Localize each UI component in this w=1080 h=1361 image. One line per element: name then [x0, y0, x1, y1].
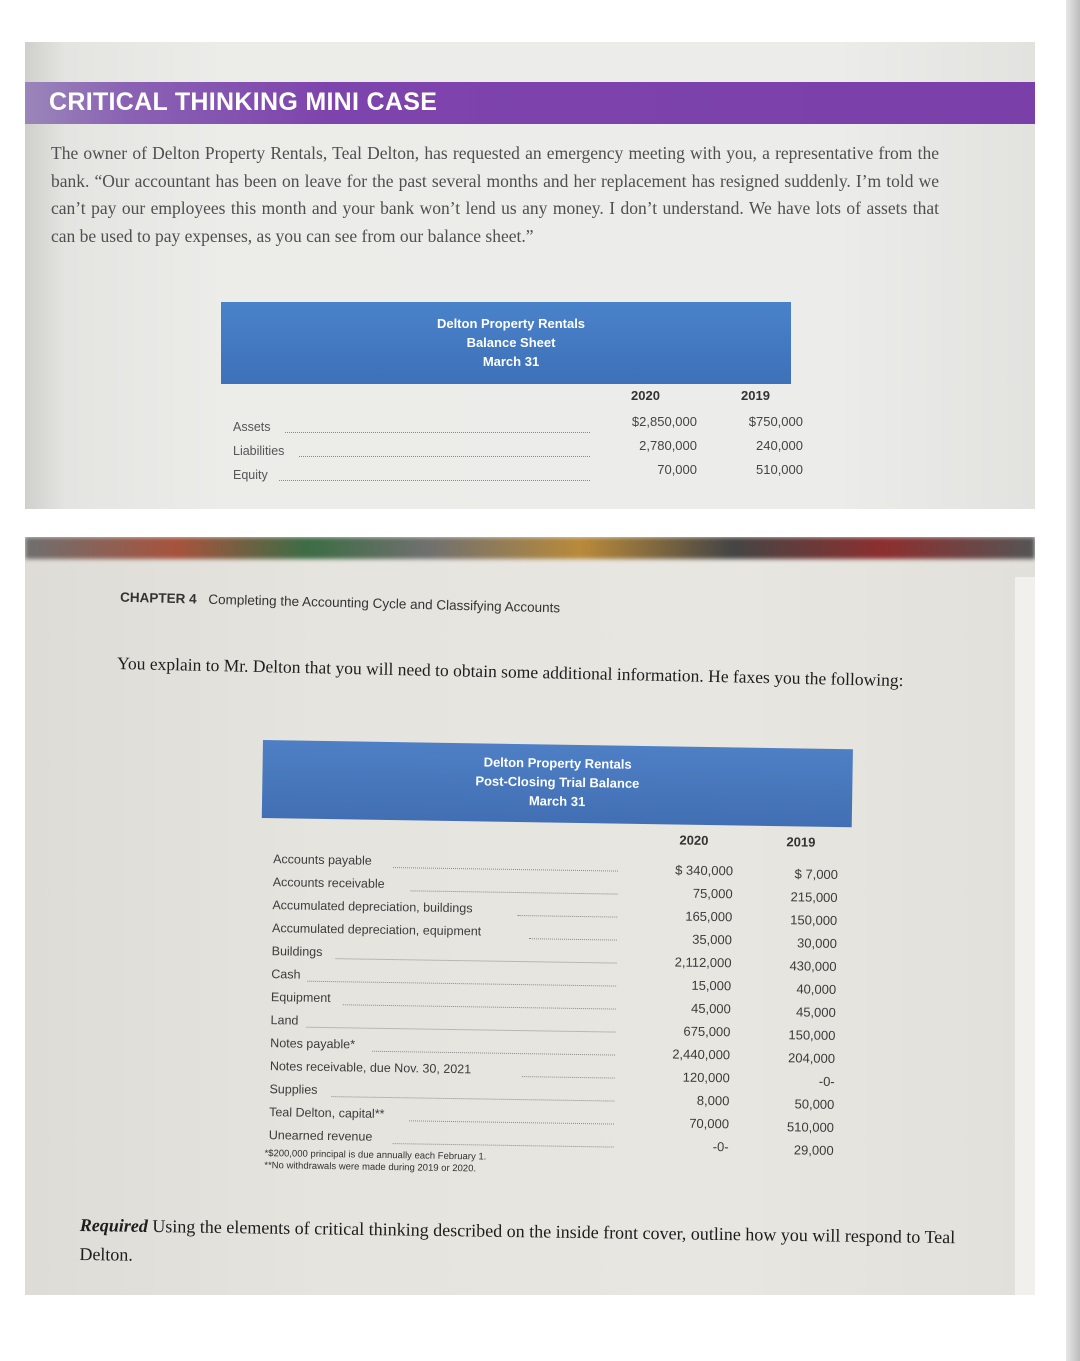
value-2020: 70,000	[657, 462, 697, 477]
value-2020: 120,000	[682, 1069, 730, 1086]
leader-dots	[529, 938, 617, 940]
footnotes	[264, 1148, 486, 1175]
row-label: Equity	[233, 468, 268, 482]
value-2019: 204,000	[787, 1050, 836, 1067]
value-2020: $ 340,000	[675, 862, 734, 879]
value-2020: 165,000	[685, 908, 733, 925]
value-2019: 40,000	[796, 981, 837, 998]
value-2020: 15,000	[691, 977, 732, 994]
statement-date: March 31	[528, 793, 586, 810]
chapter-title: Completing the Accounting Cycle and Classifying Accounts	[208, 591, 561, 616]
statement-name: Post-Closing Trial Balance	[475, 773, 640, 791]
year-2020-heading: 2020	[631, 388, 660, 403]
case-paragraph: The owner of Delton Property Rentals, Teal Delton, has requested an emergency meeting with you, a representative from the bank. “Our accountant has been on leave for the past several months and her replacement has resigned suddenly. I’m told we can’t pay our employees this month and your bank won’t lend us any money. I don’t understand. We have lots of assets that can be used to pay expenses, as you can see from our balance sheet.”	[51, 143, 939, 246]
value-2020: 2,112,000	[674, 954, 732, 971]
leader-dots	[299, 456, 590, 457]
account-name: Notes payable*	[270, 1036, 356, 1052]
required-text: Using the elements of critical thinking described on the inside front cover, outline how you will respond to Teal Delton.	[79, 1216, 956, 1265]
value-2019: 240,000	[756, 438, 803, 453]
chapter-number: CHAPTER 4	[119, 589, 197, 607]
year-2019-heading: 2019	[741, 388, 770, 403]
account-name: Accounts payable	[273, 852, 372, 868]
leader-dots	[336, 958, 617, 963]
year-2019-heading: 2019	[786, 834, 816, 850]
leader-dots	[306, 1027, 615, 1033]
value-2020: 45,000	[690, 1000, 731, 1017]
case-photo	[25, 42, 1035, 509]
value-2020: 2,440,000	[672, 1046, 731, 1063]
required-paragraph	[79, 1211, 990, 1282]
leader-dots	[372, 1051, 615, 1056]
page-edge-strip	[1066, 0, 1080, 1361]
leader-dots	[409, 1120, 614, 1124]
value-2019: $ 7,000	[794, 866, 839, 883]
account-name: Accumulated depreciation, equipment	[271, 921, 482, 939]
company-name: Delton Property Rentals	[436, 316, 586, 331]
value-2020: 675,000	[683, 1023, 731, 1040]
account-name: Supplies	[269, 1082, 318, 1097]
company-name: Delton Property Rentals	[483, 754, 632, 772]
value-2020: 70,000	[689, 1115, 730, 1132]
value-2019: 510,000	[786, 1119, 835, 1136]
leader-dots	[411, 890, 618, 894]
value-2019: 30,000	[796, 935, 837, 952]
value-2019: 150,000	[788, 1027, 836, 1044]
required-label: Required	[79, 1214, 148, 1236]
value-2020: 2,780,000	[639, 438, 697, 453]
value-2019: 50,000	[794, 1096, 835, 1113]
leader-dots	[517, 915, 617, 918]
leader-dots	[331, 1096, 614, 1101]
leader-dots	[279, 480, 590, 481]
balance-sheet-header	[221, 302, 791, 384]
leader-dots	[343, 1004, 616, 1009]
year-2020-heading: 2020	[679, 832, 709, 849]
trial-balance	[256, 740, 853, 1189]
value-2019: 430,000	[789, 958, 837, 975]
account-name: Unearned revenue	[268, 1128, 373, 1144]
leader-dots	[393, 867, 618, 872]
row-label: Liabilities	[233, 444, 285, 458]
case-title-bar	[25, 82, 1035, 124]
row-label: Assets	[233, 420, 271, 434]
blurred-background	[25, 537, 1035, 559]
account-name: Accounts receivable	[272, 875, 385, 891]
value-2019: 29,000	[793, 1142, 834, 1159]
account-name: Accumulated depreciation, buildings	[272, 898, 473, 916]
value-2020: 75,000	[692, 885, 733, 902]
value-2019: 45,000	[795, 1004, 836, 1021]
account-name: Equipment	[270, 990, 331, 1006]
value-2020: $2,850,000	[631, 414, 697, 429]
value-2019: 510,000	[756, 462, 803, 477]
statement-name: Balance Sheet	[466, 335, 556, 350]
leader-dots	[393, 1143, 614, 1147]
value-2020: -0-	[712, 1139, 729, 1155]
footnote-capital: **No withdrawals were made during 2019 or 2020.	[264, 1160, 477, 1175]
chapter-heading	[120, 590, 560, 616]
trial-balance-header	[262, 740, 853, 827]
value-2019: 150,000	[790, 912, 838, 929]
leader-dots	[307, 981, 616, 987]
statement-date: March 31	[482, 354, 540, 369]
account-name: Buildings	[271, 944, 323, 959]
case-title: CRITICAL THINKING MINI CASE	[49, 88, 438, 116]
value-2019: 215,000	[790, 889, 838, 906]
account-name: Land	[270, 1013, 299, 1028]
value-2020: 8,000	[696, 1092, 730, 1109]
balance-sheet	[221, 302, 803, 502]
value-2019: -0-	[818, 1073, 835, 1090]
account-name: Notes receivable, due Nov. 30, 2021	[269, 1059, 472, 1077]
account-name: Teal Delton, capital**	[269, 1105, 385, 1121]
textbook-photo	[25, 537, 1035, 1295]
value-2019: $750,000	[748, 414, 803, 429]
explain-text: You explain to Mr. Delton that you will need to obtain some additional information. He faxes you the following:	[116, 652, 904, 691]
leader-dots	[522, 1076, 615, 1078]
leader-dots	[285, 432, 590, 433]
value-2020: 35,000	[692, 931, 733, 948]
account-name: Cash	[271, 967, 301, 982]
footnote-notes-payable: *$200,000 principal is due annually each February 1.	[264, 1148, 487, 1163]
